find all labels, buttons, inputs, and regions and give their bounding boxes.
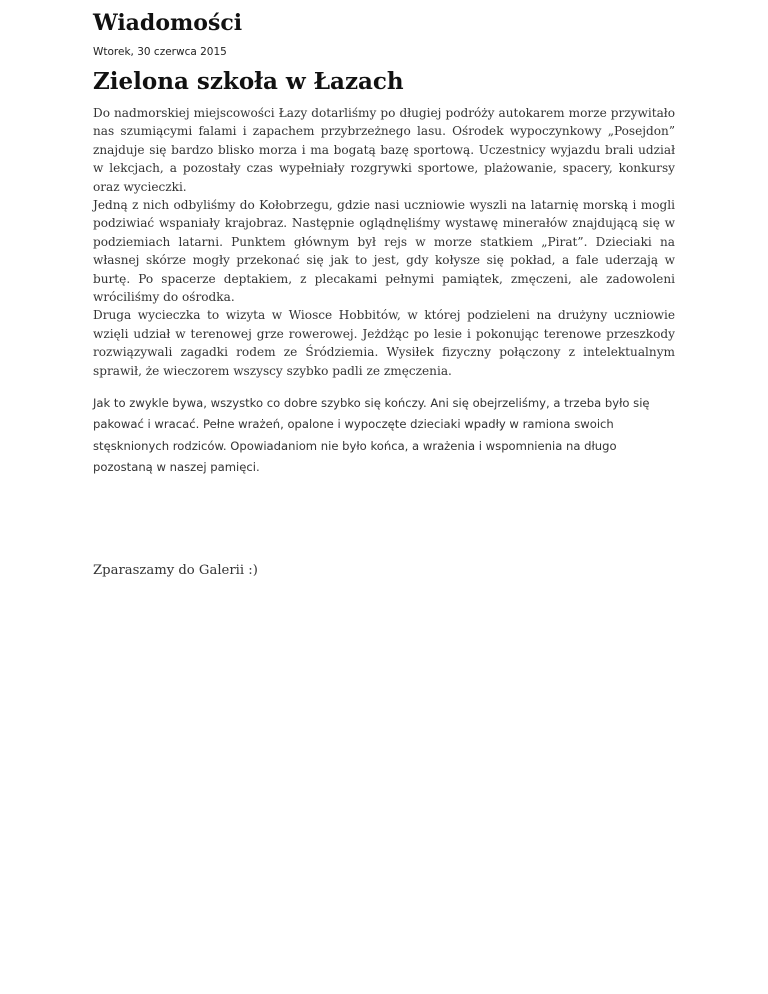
- paragraph-intro: Do nadmorskiej miejscowości Łazy dotarliśmy po długiej podróży autokarem morze przywitało nas szumiącymi falami i zapachem przybrzeżnego lasu. Ośrodek wypoczynkowy „Posejdon” znajduje się bardzo blisko morza i ma bogatą bazę sportową. Uczestnicy wyjazdu brali udział w lekcjach, a pozostały czas wypełniały rozgrywki sportowe, plażowanie, spacery, konkursy oraz wycieczki.: [93, 106, 675, 194]
- post-title: Zielona szkoła w Łazach: [93, 68, 404, 95]
- gallery-invite: Zparaszamy do Galerii :): [93, 563, 258, 578]
- article-body: [93, 104, 675, 380]
- page-content: [93, 0, 675, 578]
- paragraph-closing: Jak to zwykle bywa, wszystko co dobre szybko się kończy. Ani się obejrzeliśmy, a trzeba było się pakować i wracać. Pełne wrażeń, opalone i wypoczęte dzieciaki wpadły w ramiona swoich stęsknionych rodziców. Opowiadaniom nie było końca, a wrażenia i wspomnienia na długo pozostaną w naszej pamięci.: [93, 396, 650, 474]
- site-title: Wiadomości: [93, 10, 243, 36]
- post-date: Wtorek, 30 czerwca 2015: [93, 46, 227, 58]
- paragraph-hobbit-village: Druga wycieczka to wizyta w Wiosce Hobbitów, w której podzieleni na drużyny uczniowie wzięli udział w terenowej grze rowerowej. Jeżdżąc po lesie i pokonując terenowe przeszkody rozwiązywali zagadki rodem ze Śródziemia. Wysiłek fizyczny połączony z intelektualnym sprawił, że wieczorem wszyscy szybko padli ze zmęczenia.: [93, 308, 675, 378]
- paragraph-kolobrzeg: Jedną z nich odbyliśmy do Kołobrzegu, gdzie nasi uczniowie wyszli na latarnię morską i mogli podziwiać wspaniały krajobraz. Następnie oglądnęliśmy wystawę minerałów znajdującą się w podziemiach latarni. Punktem głównym był rejs w morze statkiem „Pirat”. Dzieciaki na własnej skórze mogły przekonać się jak to jest, gdy kołysze się pokład, a fale uderzają w burtę. Po spacerze deptakiem, z plecakami pełnymi pamiątek, zmęczeni, ale zadowoleni wróciliśmy do ośrodka.: [93, 198, 675, 305]
